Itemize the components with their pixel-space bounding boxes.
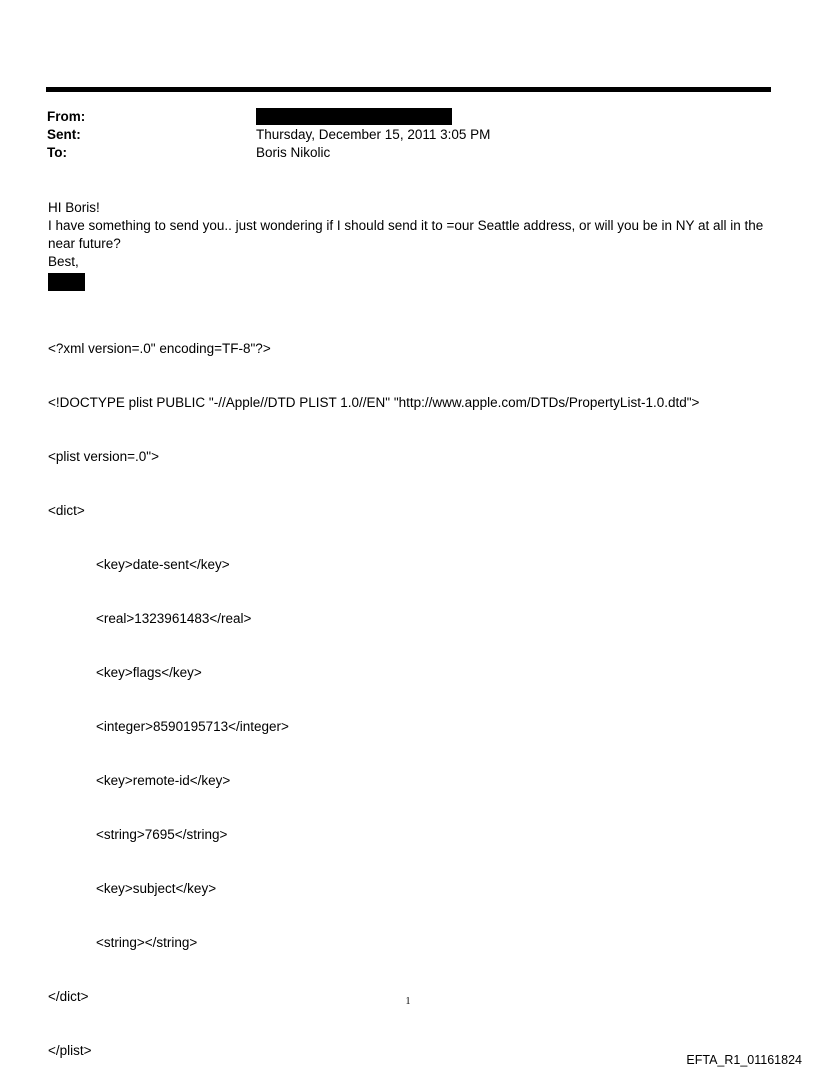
sent-row <box>47 126 490 144</box>
dict-close-tag: </dict> <box>48 989 89 1004</box>
page-number: 1 <box>405 996 411 1007</box>
to-value: Boris Nikolic <box>256 145 331 160</box>
plist-entry: <key>date-sent</key> <box>96 557 230 572</box>
plist-entry: <string></string> <box>96 935 198 950</box>
redacted-sender <box>256 108 452 125</box>
plist-entry: <string>7695</string> <box>96 827 228 842</box>
from-row <box>47 108 490 126</box>
xml-declaration: <?xml version=.0" encoding=TF-8"?> <box>48 341 271 356</box>
message-text: I have something to send you.. just wondering if I should send it to =our Seattle address, or will you be in NY at all in the near future? <box>48 218 764 251</box>
email-body <box>48 199 773 291</box>
plist-entry: <key>subject</key> <box>96 881 217 896</box>
plist-entry: <integer>8590195713</integer> <box>96 719 289 734</box>
plist-entry: <key>remote-id</key> <box>96 773 231 788</box>
doctype-line: <!DOCTYPE plist PUBLIC "-//Apple//DTD PLIST 1.0//EN" "http://www.apple.com/DTDs/PropertyList-1.0.dtd"> <box>48 395 700 410</box>
to-label: To: <box>47 145 67 160</box>
document-id: EFTA_R1_01161824 <box>686 1053 802 1067</box>
dict-open-tag: <dict> <box>48 503 85 518</box>
email-header <box>47 108 490 162</box>
plist-block <box>48 304 699 1078</box>
signoff: Best, <box>48 254 79 269</box>
plist-entry: <key>flags</key> <box>96 665 202 680</box>
greeting: HI Boris! <box>48 200 100 215</box>
plist-entry: <real>1323961483</real> <box>96 611 252 626</box>
plist-open-tag: <plist version=.0"> <box>48 449 159 464</box>
from-label: From: <box>47 109 86 124</box>
sent-value: Thursday, December 15, 2011 3:05 PM <box>256 127 491 142</box>
header-rule <box>46 87 771 92</box>
plist-close-tag: </plist> <box>48 1043 92 1058</box>
to-row <box>47 144 490 162</box>
sent-label: Sent: <box>47 127 81 142</box>
redacted-signature <box>48 273 85 291</box>
